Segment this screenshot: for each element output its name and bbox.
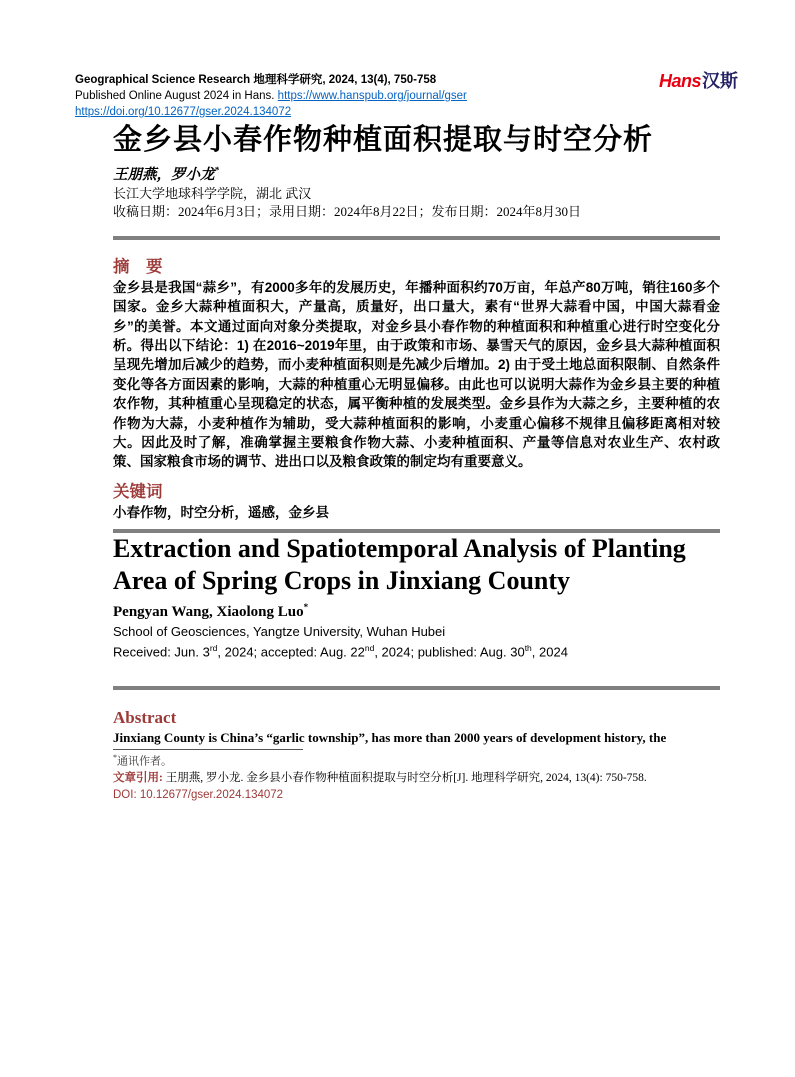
published-prefix: Published Online August 2024 in Hans. [75,90,278,102]
abstract-cn-heading: 摘 要 [113,257,163,276]
abstract-en-text: Jinxiang County is China’s “garlic township”, has more than 2000 years of development history, the [113,730,667,746]
citation-doi: DOI: 10.12677/gser.2024.134072 [113,788,284,801]
doi-line [75,104,467,120]
hans-logo-latin: Hans [658,71,701,91]
hans-logo-cjk: 汉斯 [702,71,738,91]
journal-title-line: Geographical Science Research 地理科学研究, 2024, 13(4), 750-758 [75,74,437,86]
english-affiliation: School of Geosciences, Yangtze University, Wuhan Hubei [113,623,446,639]
accepted-date: , 2024; accepted: Aug. 22 [217,644,365,660]
english-authors [113,597,720,623]
citation-label: 文章引用: [113,771,163,784]
divider-top [113,236,720,240]
journal-header [0,0,795,120]
received-ordinal: rd [209,642,218,653]
footnote-mark: * [113,753,117,763]
abstract-cn-text: 金乡县是我国“蒜乡”，有2000多年的发展历史，年播种面积约70万亩，年总产80万吨，销往160多个国家。金乡大蒜种植面积大，产量高，质量好，出口量大，素有“世界大蒜看中国，中国大蒜看金乡”的美誉。本文通过面向对象分类提取，对金乡县小春作物的种植面积和种植重心进行时空变化分析。得出以下结论：1) 在2016~2019年里，由于政策和市场、暴雪天气的原因，金乡县大蒜种植面积呈现先增加后减少的趋势，而小麦种植面积则是先减少后增加。2) 由于受土地总面积限制、自然条件变化等各方面因素的影响，大蒜的种植重心无明显偏移。由此也可以说明大蒜作为金乡县主要的种植农作物，其种植重心呈现稳定的状态，属平衡种植的发展类型。金乡县作为大蒜之乡，主要种植的农作物为大蒜，小麦种植作为辅助，受大蒜种植面积的影响，小麦重心偏移不规律且偏移距离相对较大。因此及时了解，准确掌握主要粮食作物大蒜、小麦种植面积、产量等信息对农业生产、农村政策、国家粮食市场的调节、进出口以及粮食政策的制定均有重要意义。 [113,279,720,470]
chinese-authors-names: 王朋燕，罗小龙 [113,166,215,183]
chinese-dates: 收稿日期：2024年6月3日；录用日期：2024年8月22日；发布日期：2024年8月30日 [113,203,582,219]
divider-bottom [113,686,720,690]
english-title: Extraction and Spatiotemporal Analysis of Planting Area of Spring Crops in Jinxiang County [113,533,686,595]
article-content [113,120,720,804]
keywords-text: 小春作物，时空分析，遥感，金乡县 [113,504,329,520]
accepted-ordinal: nd [364,642,375,653]
journal-url-link[interactable]: https://www.hanspub.org/journal/gser [277,90,467,102]
received-date: Received: Jun. 3 [113,644,210,660]
english-dates [113,640,720,660]
corresponding-author-mark: * [214,165,219,175]
chinese-title: 金乡县小春作物种植面积提取与时空分析 [113,124,654,156]
citation-line [113,770,720,787]
footnote-text [113,750,720,770]
published-line [75,88,467,104]
english-authors-names: Pengyan Wang, Xiaolong Luo [113,603,304,620]
keywords-heading: 关键词 [113,482,163,501]
citation-text: 王朋燕, 罗小龙. 金乡县小春作物种植面积提取与时空分析[J]. 地理科学研究, 2024, 13(4): 750-758. [162,771,647,784]
published-ordinal: th [524,642,532,653]
corresponding-author-mark-en: * [303,601,309,612]
footnote-label: 通讯作者。 [117,755,172,768]
published-date: , 2024; published: Aug. 30 [374,644,525,660]
published-year: , 2024 [531,644,568,660]
journal-header-text [75,72,467,120]
chinese-affiliation: 长江大学地球科学学院，湖北 武汉 [113,185,312,201]
abstract-en-heading: Abstract [113,708,177,728]
hans-logo [659,72,738,90]
chinese-authors [113,160,720,185]
doi-url-link[interactable]: https://doi.org/10.12677/gser.2024.134072 [75,106,292,118]
